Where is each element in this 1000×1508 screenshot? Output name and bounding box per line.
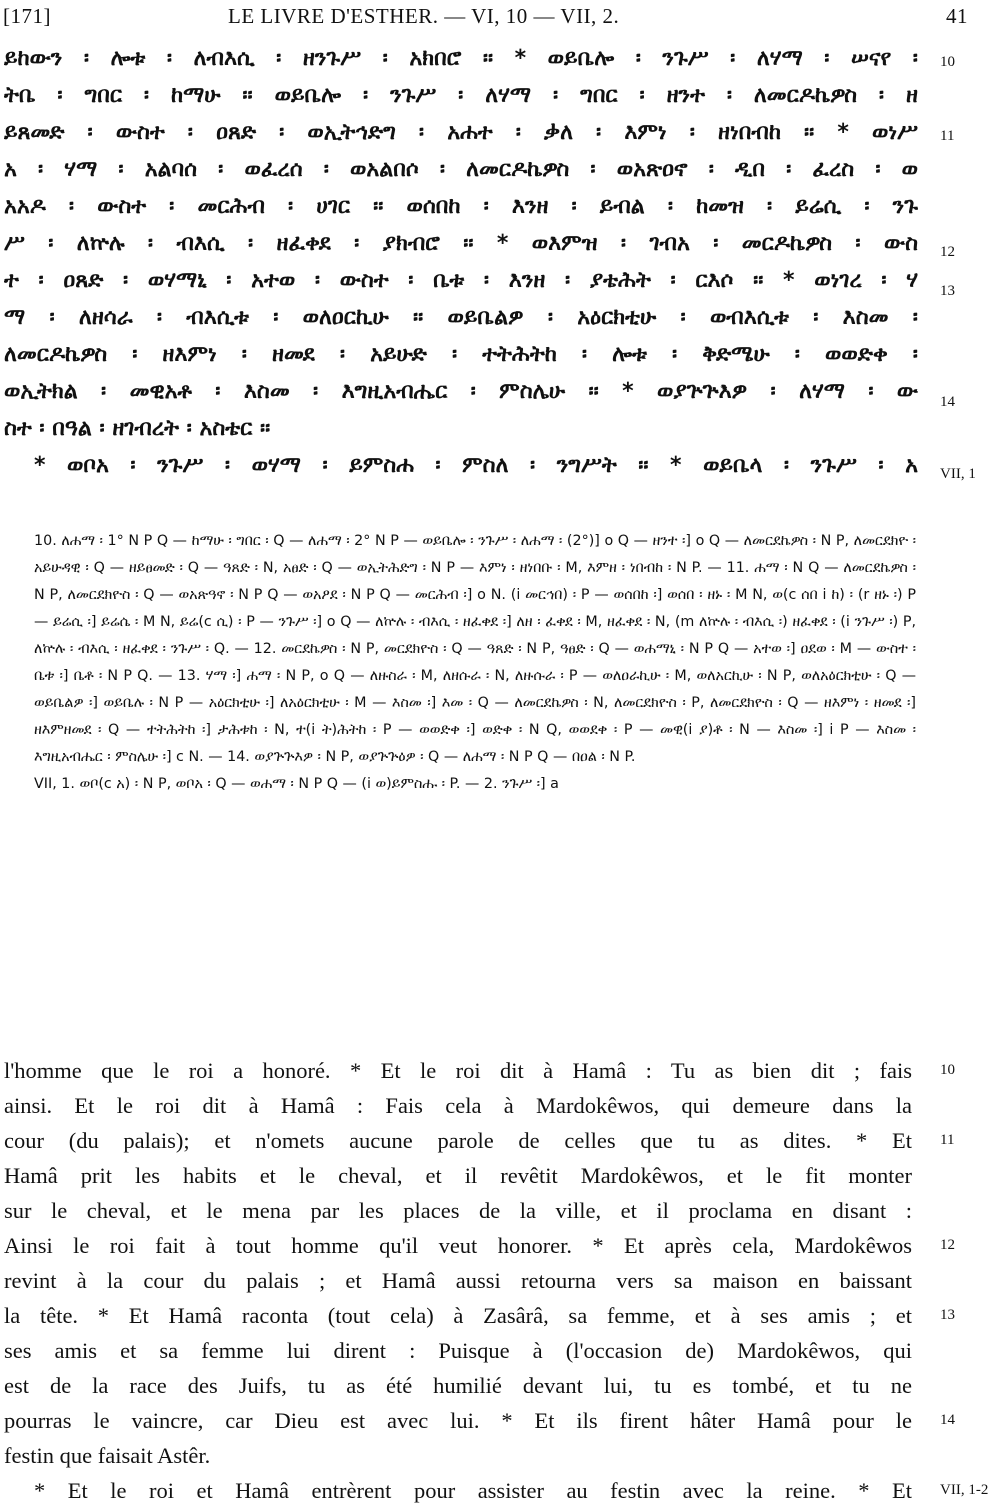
translation-line: * Et le roi et Hamâ entrèrent pour assister au festin avec la reine. * Et [34, 1478, 912, 1503]
verse-number: VII, 1-2 [940, 1482, 989, 1498]
translation-line: Ainsi le roi fait à tout homme qu'il veut honorer. * Et après cela, Mardokêwos [4, 1233, 912, 1258]
apparatus-notes: 10. ለሐማ ፡ 1° N P Q — ከማሁ ፡ ግበር ፡ Q — ለሐማ ፡ 2° N P — ወይቤሎ ፡ ንጉሥ ፡ ለሐማ ፡ (2°)] o Q — ዘንተ ፡] o Q — ለመርደኬዎስ ፡ N P, ለመርደክዮ ፡ አይሁዳዊ ፡ Q — ዘይፀመድ ፡ Q — ዓጸድ ፡ N, አፀድ ፡ Q — ወኢትሕድግ ፡ N P — እምነ ፡ ዘነበቡ ፡ M, እምዘ ፡ ነበብከ ፡ N P. — 11. ሐማ ፡ N Q — ለመርደኬዎስ ፡ N P, ለመርደክዮስ ፡ Q — ወአጽዓኖ ፡ N P Q — ወአዖደ ፡ N P Q — መርሕብ ፡] o N. (i መርኅበ) ፡ P — ወሰበከ ፡] ወሰበ ፡ ዘኑ ፡ M N, ወ(c ሰበ i ከ) ፡ (r ዘኑ ፡) P — ይሬሲ ፡] ይሬሴ ፡ M N, ይሬ(c ሲ) ፡ P — ንጉሥ ፡] o Q — ለኵሉ ፡ ብእሲ ፡ ዘፈቀደ ፡] ለዘ ፡ ፈቀደ ፡ M, ዘፈቀደ ፡ N, (m ለኵሉ ፡ ብእሲ ፡) ዘፈቀደ ፡ (i ንጉሥ ፡) P, ለኵሉ ፡ ብእሲ ፡ ዘፈቀደ ፡ ንጉሥ ፡ Q. — 12. መርደኬዎስ ፡ N P, መርደክዮስ ፡ Q — ዓጸድ ፡ N P, ዓፀድ ፡ Q — ወሐማኒ ፡ N P Q — አተወ ፡] ዐደወ ፡ M — ውስተ ፡ ቤቱ ፡] ቤቶ ፡ N P Q. — 13. ሃማ ፡] ሐማ ፡ N P, o Q — ለዙስራ ፡ M, ለዘሱራ ፡ N, ለዙሱራ ፡ P — ወለዐራኪሁ ፡ M, ወለአርኪሁ ፡ N P, ወለአዕርክቲሁ ፡ Q — ወይቤልዎ ፡] ወይቤሉ ፡ N P — አዕርክቲሁ ፡] ለአዕርክቲሁ ፡ M — እስመ ፡] እመ ፡ Q — ለመርደኬዎስ ፡ N, ለመርደክዮስ ፡ P, ለመርደክዮስ ፡ Q — ዘእምነ ፡ ዘመደ ፡] ዘእምዘመደ ፡ Q — ተትሕትከ ፡] ታሕቱከ ፡ N, ተ(i ት)ሕትከ ፡ P — ወወድቀ ፡] ወድቀ ፡ N Q, ወወደቀ ፡ P — መዊ(i ያ)ቶ ፡ N — እስመ ፡] i P — እስመ ፡ እግዚአብሔር ፡ ምስሌሁ ፡] c N. — 14. ወያጕጕእዎ ፡ N P, ወያጕጕዕዎ ፡ Q — ለሐማ ፡ N P Q — በዐል ፡ N P. [34, 533, 916, 765]
translation-line: l'homme que le roi a honoré. * Et le roi dit à Hamâ : Tu as bien dit ; fais [4, 1058, 912, 1083]
translation-line: cour (du palais); et n'omets aucune parole de celles que tu as dites. * Et [4, 1128, 912, 1153]
geez-line: ይጸመድ ፡ ውስተ ፡ ዐጸድ ፡ ወኢትኅድግ ፡ አሐተ ፡ ቃለ ፡ እምነ ፡ ዘነበብከ ። * ወነሥ [4, 120, 918, 145]
translation-line: la tête. * Et Hamâ raconta (tout cela) à Zasârâ, sa femme, et à ses amis ; et [4, 1303, 912, 1328]
verse-number: 13 [940, 283, 955, 299]
verse-number: VII, 1 [940, 466, 976, 482]
verse-number: 14 [940, 1412, 955, 1428]
apparatus-notes-vii: VII, 1. ወቦ(c አ) ፡ N P, ወቦአ ፡ Q — ወሐማ ፡ N P Q — (i ወ)ይምስሑ ፡ P. — 2. ንጉሥ ፡] a [34, 776, 559, 792]
translation-line: festin que faisait Astêr. [4, 1443, 211, 1468]
running-head [0, 4, 1000, 30]
verse-number: 10 [940, 54, 955, 70]
running-title: LE LIVRE D'ESTHER. — VI, 10 — VII, 2. [228, 4, 620, 28]
page-number: 41 [946, 4, 968, 28]
geez-line: አ ፡ ሃማ ፡ አልባሰ ፡ ወፈረሰ ፡ ወአልበሶ ፡ ለመርዶኬዎስ ፡ ወአጽዐኖ ፡ ዲበ ፡ ፈረስ ፡ ወ [4, 157, 918, 182]
verse-number: 13 [940, 1307, 955, 1323]
translation-line: est de la race des Juifs, tu as été humilié devant lui, tu es tombé, et tu ne [4, 1373, 912, 1398]
geez-line: ስተ ፡ በዓል ፡ ዘገብረት ፡ አስቴር ። [4, 416, 271, 441]
geez-line: ሥ ፡ ለኵሉ ፡ ብእሲ ፡ ዘፈቀደ ፡ ያክብሮ ። * ወእምዝ ፡ ገብአ ፡ መርዶኬዎስ ፡ ውስ [4, 231, 918, 256]
geez-line: አአዶ ፡ ውስተ ፡ መርሕብ ፡ ሀገር ። ወሰበከ ፡ እንዘ ፡ ይብል ፡ ከመዝ ፡ ይሬሲ ፡ ንጉ [4, 194, 918, 219]
verse-number: 11 [940, 1132, 955, 1148]
translation-line: sur le cheval, et le mena par les places de la ville, et il proclama en disant : [4, 1198, 912, 1223]
geez-line: ለመርዶኬዎስ ፡ ዘእምነ ፡ ዘመደ ፡ አይሁድ ፡ ተትሕትከ ፡ ሎቱ ፡ ቅድሜሁ ፡ ወወድቀ ፡ [4, 342, 918, 367]
verse-number: 12 [940, 1237, 955, 1253]
critical-apparatus [34, 528, 916, 798]
verse-number: 14 [940, 394, 955, 410]
geez-line: ወኢትክል ፡ መዊአቶ ፡ እስመ ፡ እግዚአብሔር ፡ ምስሌሁ ። * ወያጕጕእዎ ፡ ለሃማ ፡ ው [4, 379, 918, 404]
verse-number: 10 [940, 1062, 955, 1078]
translation-line: ainsi. Et le roi dit à Hamâ : Fais cela à Mardokêwos, qui demeure dans la [4, 1093, 912, 1118]
geez-line: ይከውን ፡ ሎቱ ፡ ለብእሲ ፡ ዘንጉሥ ፡ አክበሮ ። * ወይቤሎ ፡ ንጉሥ ፡ ለሃማ ፡ ሠናየ ፡ [4, 46, 918, 71]
verse-number: 12 [940, 244, 955, 260]
geez-line: ትቤ ፡ ግበር ፡ ከማሁ ። ወይቤሎ ፡ ንጉሥ ፡ ለሃማ ፡ ግበር ፡ ዘንተ ፡ ለመርዶኬዎስ ፡ ዘ [4, 83, 918, 108]
translation-line: Hamâ prit les habits et le cheval, et il revêtit Mardokêwos, et le fit monter [4, 1163, 912, 1188]
translation-line: pourras le vaincre, car Dieu est avec lui. * Et ils firent hâter Hamâ pour le [4, 1408, 912, 1433]
geez-line: ማ ፡ ለዘሳራ ፡ ብእሲቱ ፡ ወለዐርኪሁ ። ወይቤልዎ ፡ አዕርክቲሁ ፡ ወብእሲቱ ፡ እስመ ፡ [4, 305, 918, 330]
translation-line: ses amis et sa femme lui dirent : Puisque à (l'occasion de) Mardokêwos, qui [4, 1338, 912, 1363]
page-reference: [171] [3, 4, 51, 28]
translation-line: revint à la cour du palais ; et Hamâ aussi retourna vers sa maison en baissant [4, 1268, 912, 1293]
geez-line: * ወቦአ ፡ ንጉሥ ፡ ወሃማ ፡ ይምስሐ ፡ ምስለ ፡ ንግሥት ። * ወይቤላ ፡ ንጉሥ ፡ አ [34, 453, 918, 478]
geez-line: ተ ፡ ዐጸድ ፡ ወሃማኒ ፡ አተወ ፡ ውስተ ፡ ቤቱ ፡ እንዘ ፡ ያቴሕት ፡ ርእሶ ። * ወነገረ ፡ ሃ [4, 268, 918, 293]
verse-number: 11 [940, 128, 955, 144]
